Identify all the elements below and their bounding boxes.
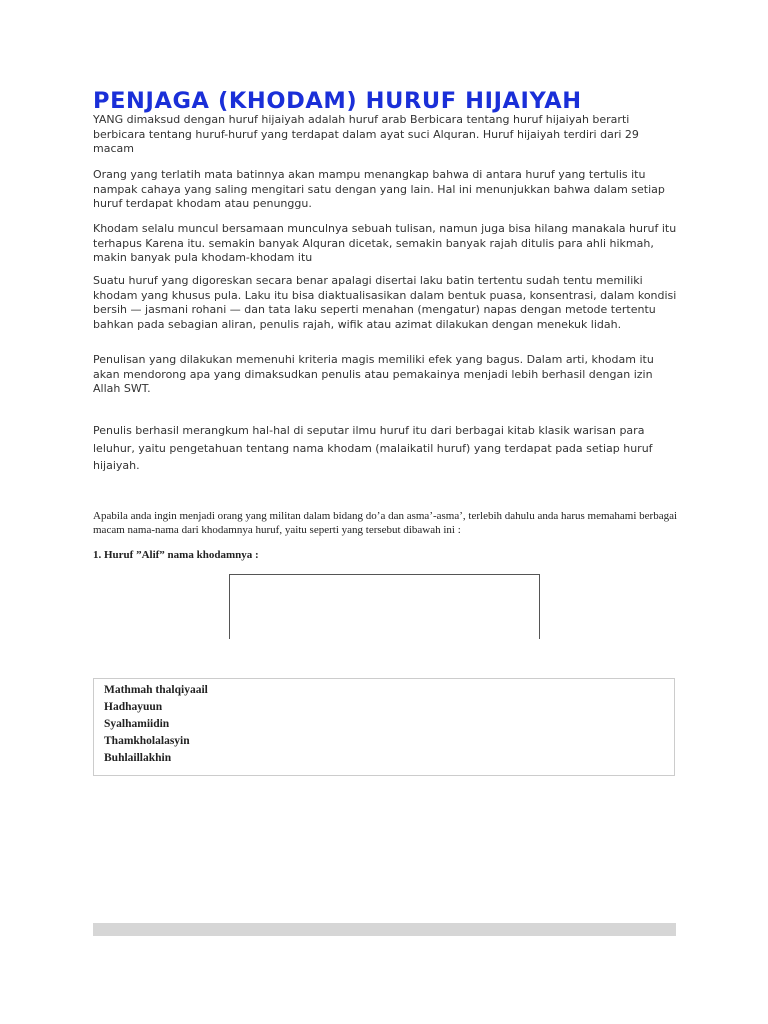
khodam-name-list	[104, 682, 208, 767]
paragraph-2: Orang yang terlatih mata batinnya akan mampu menangkap bahwa di antara huruf yang tertulis itu nampak cahaya yang saling mengitari satu dengan yang lain. Hal ini menunjukkan bahwa dalam setiap huruf terdapat khodam atau penunggu.	[93, 168, 665, 210]
section-heading: 1. Huruf ”Alif” nama khodamnya :	[93, 549, 259, 561]
khodam-name: Syalhamiidin	[104, 718, 170, 730]
khodam-names-box	[93, 678, 675, 776]
khodam-name: Mathmah thalqiyaail	[104, 684, 208, 696]
image-frame	[229, 574, 540, 639]
paragraph-3: Khodam selalu muncul bersamaan munculnya sebuah tulisan, namun juga bisa hilang manakala huruf itu terhapus Karena itu. semakin banyak Alquran dicetak, semakin banyak rajah ditulis para ahli hikmah, makin banyak pula khodam-khodam itu	[93, 222, 677, 264]
paragraph-1: YANG dimaksud dengan huruf hijaiyah adalah huruf arab Berbicara tentang huruf hijaiyah berarti berbicara tentang huruf-huruf yang terdapat dalam ayat suci Alquran. Huruf hijaiyah terdiri dari 29 macam	[93, 113, 639, 155]
paragraph-6: Penulis berhasil merangkum hal-hal di seputar ilmu huruf itu dari berbagai kitab klasik warisan para leluhur, yaitu pengetahuan tentang nama khodam (malaikatil huruf) yang terdapat pada setiap huruf hijaiyah.	[93, 424, 653, 472]
khodam-name: Thamkholalasyin	[104, 735, 190, 747]
khodam-name: Hadhayuun	[104, 701, 163, 713]
paragraph-5: Penulisan yang dilakukan memenuhi kriteria magis memiliki efek yang bagus. Dalam arti, khodam itu akan mendorong apa yang dimaksudkan penulis atau pemakainya menjadi lebih berhasil dengan izin Allah SWT.	[93, 353, 654, 395]
khodam-name: Buhlaillakhin	[104, 752, 172, 764]
page-title: PENJAGA (KHODAM) HURUF HIJAIYAH	[93, 88, 582, 114]
intro-paragraph: Apabila anda ingin menjadi orang yang militan dalam bidang do’a dan asma’-asma’, terlebih dahulu anda harus memahami berbagai macam nama-nama dari khodamnya huruf, yaitu seperti yang tersebut dibawah ini :	[93, 510, 678, 536]
paragraph-4: Suatu huruf yang digoreskan secara benar apalagi disertai laku batin tertentu sudah tentu memiliki khodam yang khusus pula. Laku itu bisa diaktualisasikan dalam bentuk puasa, konsentrasi, dalam kondisi bersih — jasmani rohani — dan tata laku seperti menahan (mengatur) napas dengan metode tertentu bahkan pada sebagian aliran, penulis rajah, wifik atau azimat dilakukan dengan menekuk lidah.	[93, 274, 677, 331]
footer-divider	[93, 923, 676, 936]
